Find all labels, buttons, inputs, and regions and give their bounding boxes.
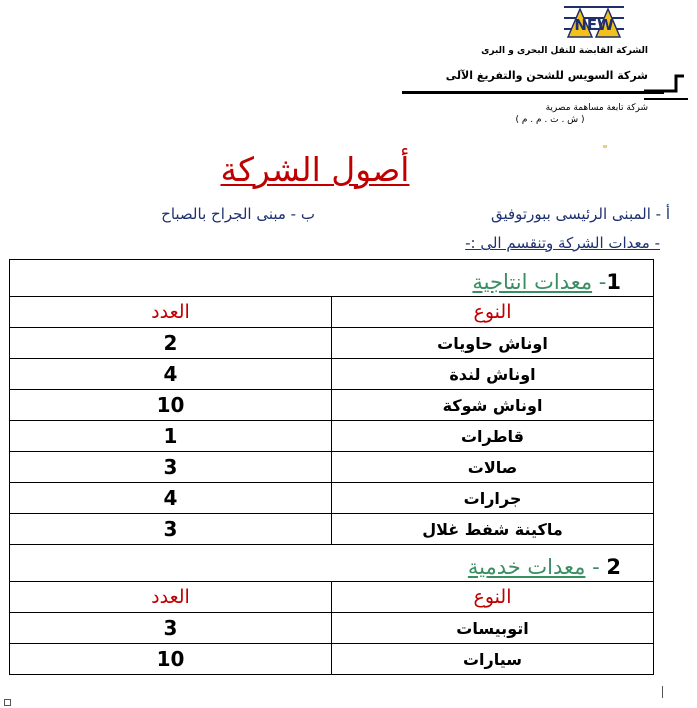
- company-type: شركة تابعة مساهمة مصرية: [545, 103, 648, 113]
- table-row: [10, 421, 654, 452]
- table-row: [10, 644, 654, 675]
- header-rule: [402, 91, 664, 94]
- section-title: [10, 260, 654, 297]
- table-row: [10, 452, 654, 483]
- section-row: [10, 545, 654, 582]
- table-row: [10, 483, 654, 514]
- item-type: جرارات: [332, 483, 654, 514]
- section-number: 1: [606, 270, 621, 294]
- type-header: النوع: [332, 297, 654, 328]
- item-type: اوناش شوكة: [332, 390, 654, 421]
- item-count: 3: [10, 452, 332, 483]
- item-count: 1: [10, 421, 332, 452]
- building-b-line: ب - مبنى الجراح بالصباح: [161, 205, 315, 223]
- item-type: سيارات: [332, 644, 654, 675]
- company-abbreviation: ( ش . ت . م . م ): [515, 115, 585, 125]
- table-row: [10, 390, 654, 421]
- item-type: اوناش حاويات: [332, 328, 654, 359]
- assets-table: [9, 259, 654, 675]
- section-number: 2: [606, 555, 621, 579]
- item-count: 10: [10, 390, 332, 421]
- page-corner-mark: [4, 699, 11, 706]
- section-name: معدات انتاجية: [472, 270, 593, 294]
- count-header: العدد: [10, 297, 332, 328]
- building-a-line: أ - المبنى الرئيسى ببورتوفيق: [490, 205, 670, 223]
- company-logo: [562, 3, 626, 39]
- table-row: [10, 514, 654, 545]
- page-edge-mark: [662, 686, 663, 698]
- section-name: معدات خدمية: [467, 555, 586, 579]
- item-type: صالات: [332, 452, 654, 483]
- letterhead-bracket: [640, 58, 690, 100]
- item-count: 10: [10, 644, 332, 675]
- logo-text: NEW: [574, 16, 614, 34]
- company-name: شركة السويس للشحن والتفريغ الآلى: [445, 69, 648, 82]
- item-count: 3: [10, 514, 332, 545]
- item-type: ماكينة شفط غلال: [332, 514, 654, 545]
- assets-intro-line: - معدات الشركة وتنقسم الى :-: [465, 234, 660, 252]
- holding-company-name: الشركة القابضة للنقل البحرى و البرى: [481, 46, 648, 56]
- item-type: اوناش لندة: [332, 359, 654, 390]
- table-row: [10, 613, 654, 644]
- page-title: أصول الشركة: [220, 150, 410, 189]
- item-type: اتوبيسات: [332, 613, 654, 644]
- decorative-dot: [603, 145, 607, 148]
- header-row: [10, 582, 654, 613]
- item-count: 3: [10, 613, 332, 644]
- section-row: [10, 260, 654, 297]
- header-row: [10, 297, 654, 328]
- table-row: [10, 359, 654, 390]
- item-count: 2: [10, 328, 332, 359]
- item-count: 4: [10, 359, 332, 390]
- section-dash: -: [592, 555, 600, 579]
- item-count: 4: [10, 483, 332, 514]
- type-header: النوع: [332, 582, 654, 613]
- item-type: قاطرات: [332, 421, 654, 452]
- section-title: [10, 545, 654, 582]
- table-row: [10, 328, 654, 359]
- count-header: العدد: [10, 582, 332, 613]
- section-dash: -: [598, 270, 607, 294]
